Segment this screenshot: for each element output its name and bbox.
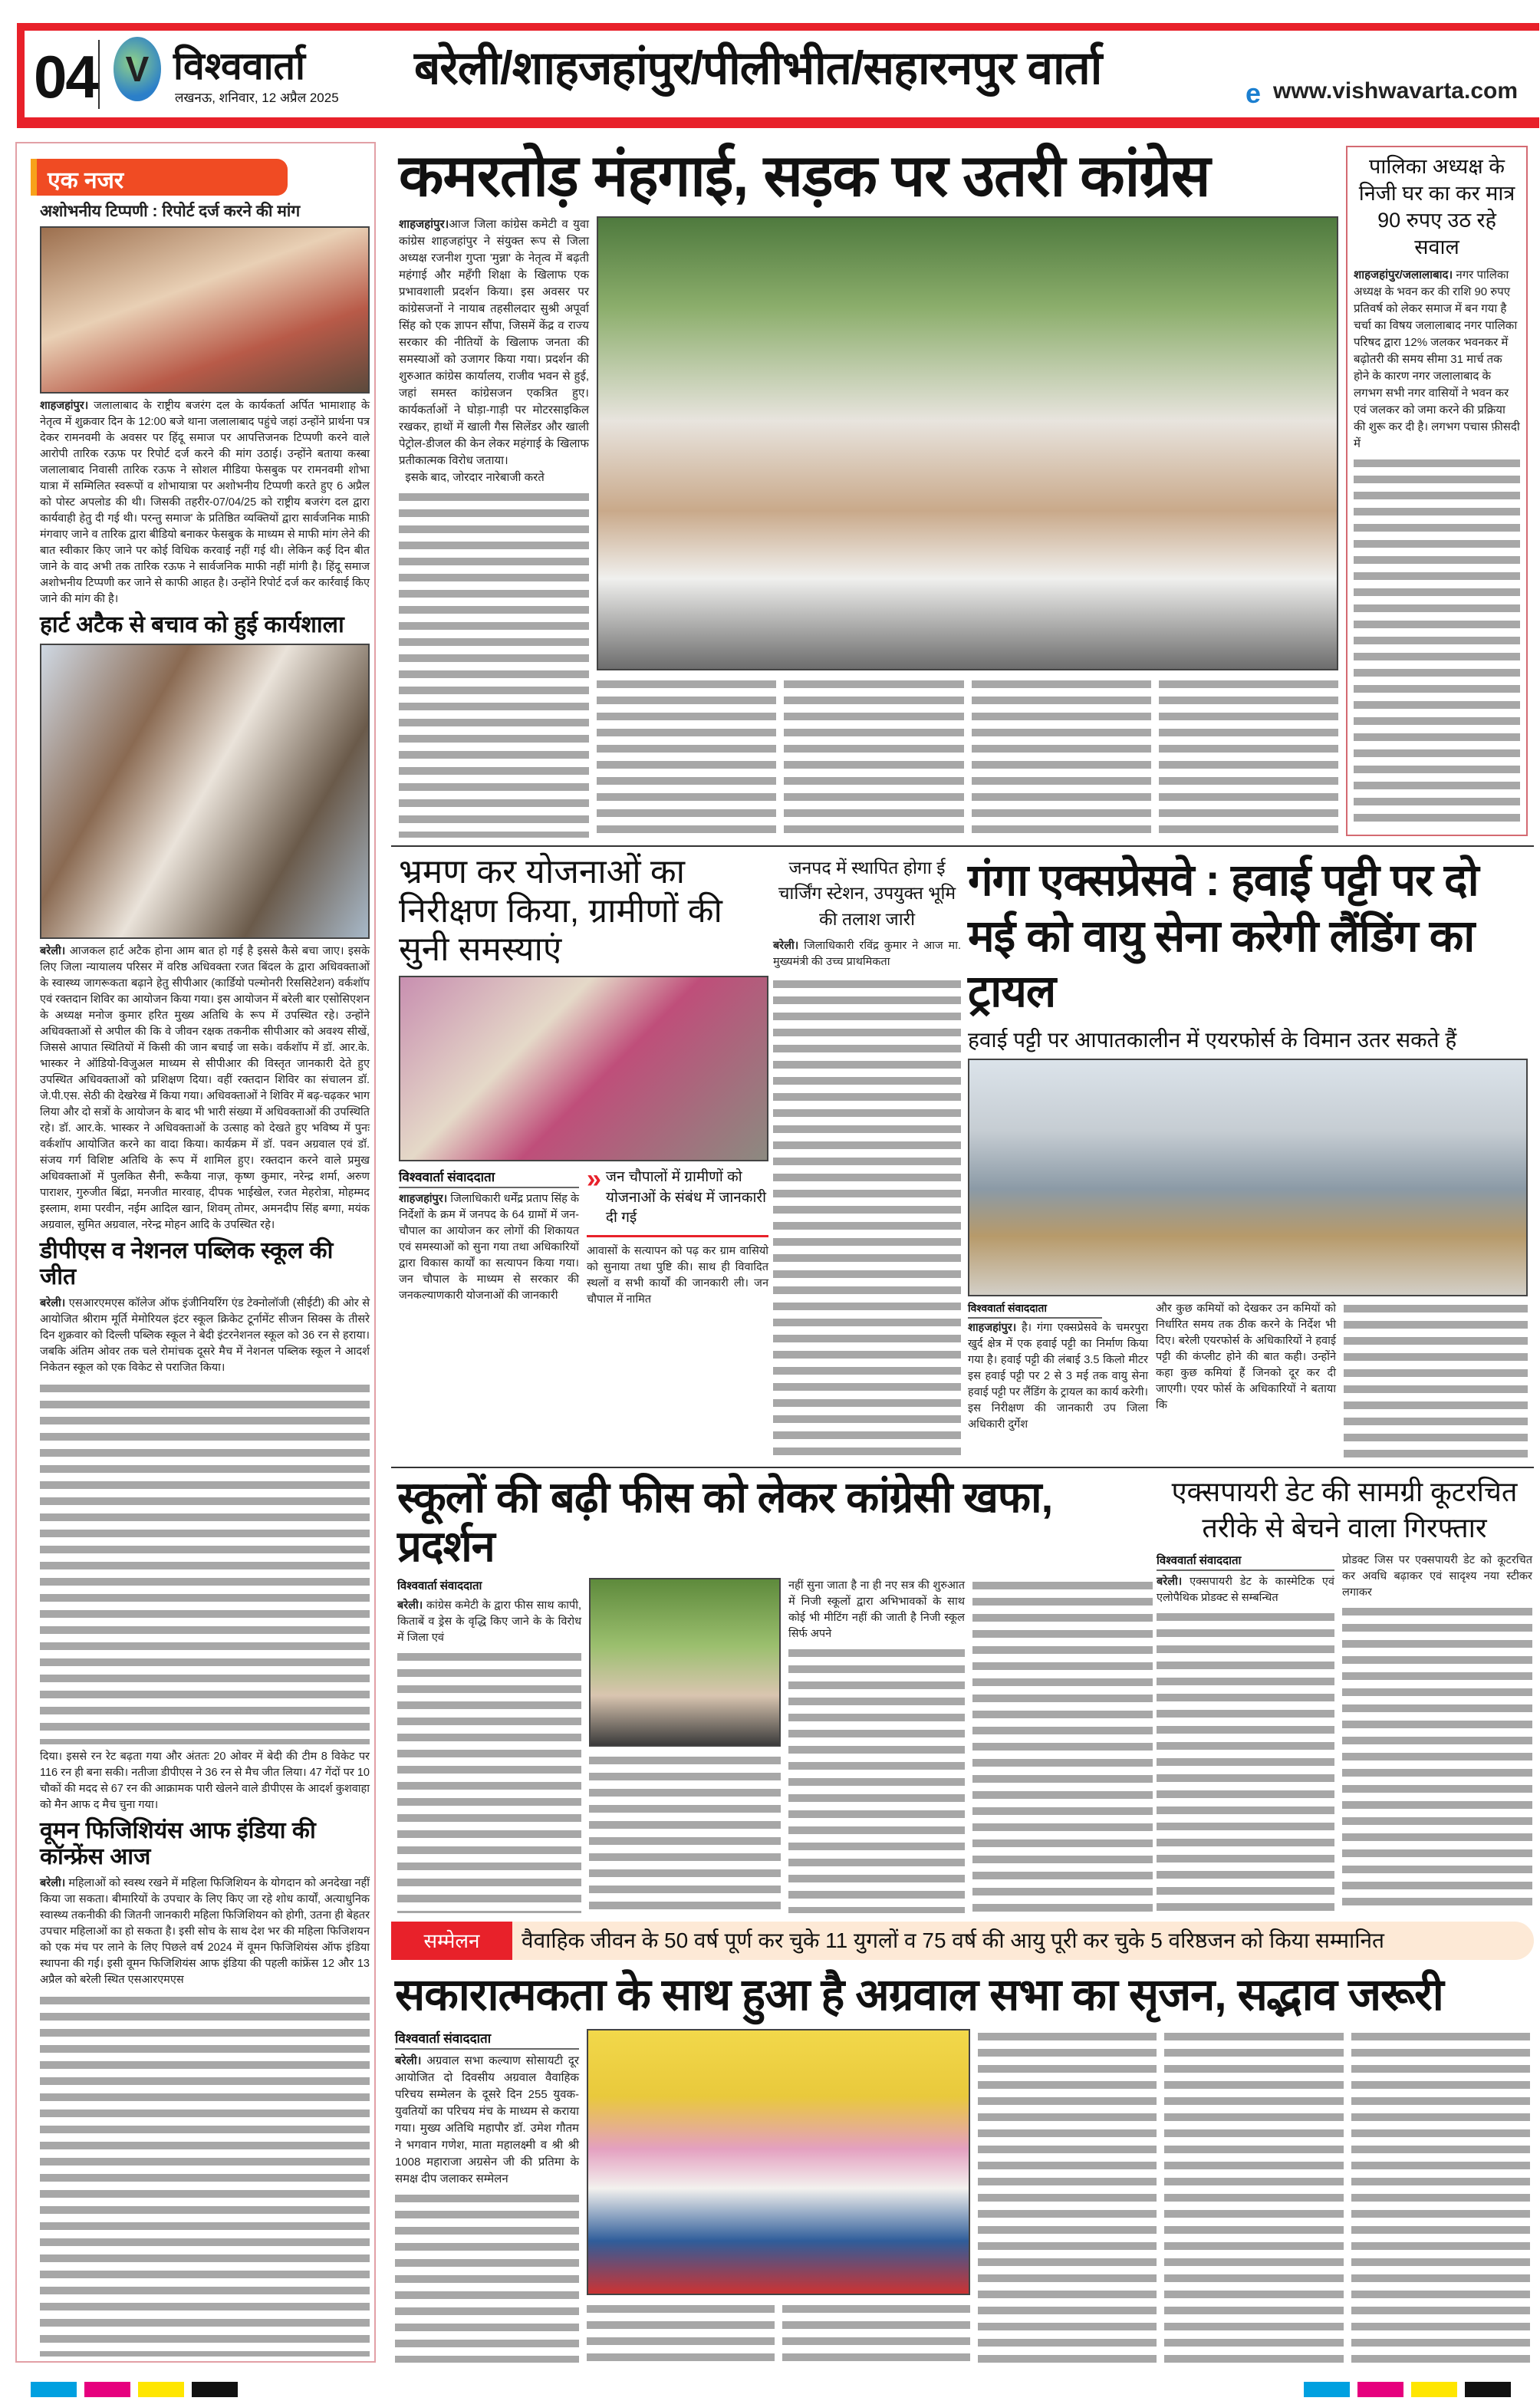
masthead-rule	[17, 117, 1539, 128]
chaupal-body: शाहजहांपुर। जिलाधिकारी धर्मेंद्र प्रताप सिंह के निर्देशों के क्रम में जनपद के 64 ग्रामों में जन-चौपाल का आयोजन कर लोगों की शिकायत एवं समस्याओं को सुना गया तथा अधिकारियों द्वारा विकास कार्यों का सत्यापन किया गया। जन चौपाल के माध्यम से सरकार की जनकल्याणकारी योजनाओं की जानकारी	[399, 1193, 580, 1302]
text-column	[589, 1753, 781, 1913]
sidebar-headline[interactable]: पालिका अध्यक्ष के निजी घर का कर मात्र 90 रुपए उठ रहे सवाल	[1358, 155, 1515, 259]
text-column	[40, 1381, 370, 1744]
text-column	[399, 489, 589, 838]
text-column	[1159, 677, 1338, 838]
text-column	[1354, 456, 1520, 828]
print-registration-mark	[138, 2382, 184, 2397]
news-photo	[40, 644, 370, 939]
brand-name: विश्ववार्ता	[173, 44, 305, 87]
story-body: बरेली। आजकल हार्ट अटैक होना आम बात हो गई है इससे कैसे बचा जाए। इसके लिए जिला न्यायालय परिसर में वरिष्ठ अधिवक्ता रजत बिंदल के द्वारा अधिवक्ताओं के स्वास्थ्य जागरूकता बढ़ाने हेतु सीपीआर (कार्डियो पल्मोनरी रिससिटेशन) वर्कशॉप एवं रक्तदान शिविर का आयोजन किया गया। इस आयोजन में बरेली बार एसोसिएशन के अध्यक्ष मनोज कुमार हरित मुख्य अतिथि के रूप में उपस्थित रहे। उन्होंने अधिवक्ताओं से अपील की कि वे जीवन रक्षक तकनीक सीपीआर को अवश्य सीखें, जिससे आपात स्थितियों में किसी की जान बचाई जा सके। वर्कशॉप में डॉ. आर.के. भास्कर ने ऑडियो-विजुअल माध्यम से सीपीआर की विस्तृत जानकारी देते हुए उपस्थित अधिवक्ताओं को प्रशिक्षण दिया। वहीं रक्तदान शिविर का संचालन डॉ. जे.पी.एस. सेठी की देखरेख में किया गया। अधिवक्ताओं ने शिविर में बढ़-चढ़कर भाग लिया और दो सत्रों के आयोजन के बाद भी भारी संख्या में अधिवक्ताओं की उपस्थिति रहे। डॉ. आर.के. भास्कर ने अधिवक्ताओं के उत्साह को देखते हुए भविष्य में पुनः वर्कशॉप आयोजित करने का वादा किया। कार्यक्रम में डॉ. पवन अग्रवाल एवं डॉ. संजय गर्ग विशिष्ट अतिथि के रूप में शामिल हुए। रक्तदान करने वाले प्रमुख अधिवक्ताओं में पुलकित सैनी, रूकैया नाज़, कृष्ण कुमार, नरेन्द्र शर्मा, अरुण पाराशर, गुरुजीत बिंद्रा, मनजीत मारवाह, दीपक भाईखेल, रजत मेहरोत्रा, मोहम्मद इस्लाम, शमा परवीन, नईम आदिल खान, शिवम् तोमर, अमनदीप सिंह बग्गा, मयंक अग्रवाल, सुमित अग्रवाल, नरेन्द्र मोहन आदि के उपस्थित रहे।	[40, 944, 370, 1231]
lead-headline[interactable]: कमरतोड़ मंहगाई, सड़क पर उतरी कांग्रेस	[399, 143, 1210, 209]
callout-text: जन चौपालों में ग्रामीणों को योजनाओं के संबंध में जानकारी दी गई	[605, 1169, 767, 1227]
kicker-text: वैवाहिक जीवन के 50 वर्ष पूर्ण कर चुके 11 युगलों व 75 वर्ष की आयु पूरी कर चुके 5 वरिष्ठजन को किया सम्मानित	[522, 1928, 1385, 1952]
text-column	[788, 1645, 965, 1913]
text-column	[40, 1993, 370, 2357]
callout-arrow-icon: »	[587, 1164, 601, 1194]
brand-logo-icon: V	[114, 37, 161, 101]
text-column	[1157, 1609, 1334, 1913]
text-column	[587, 2301, 775, 2363]
left-column-flow	[40, 159, 370, 2357]
story-title[interactable]: वूमन फिजिशियंस आफ इंडिया की कॉन्फ्रेंस आज	[40, 1817, 316, 1870]
section-tag: एक नजर	[31, 159, 288, 196]
divider	[391, 1467, 1534, 1468]
sidebar-box	[1346, 146, 1528, 836]
chaupal-story	[399, 853, 768, 1459]
byline: विश्ववार्ता संवाददाता	[397, 1579, 482, 1592]
agrawal-body: बरेली। अग्रवाल सभा कल्याण सोसायटी दूर आयोजित दो दिवसीय अग्रवाल वैवाहिक परिचय सम्मेलन के दूसरे दिन 255 युवक-युवतियों का परिचय मंच के माध्यम से कराया गया। मुख्य अतिथि महापौर डॉ. उमेश गौतम ने भगवान गणेश, माता महालक्ष्मी व श्री श्री 1008 महाराजा अग्रसेन जी की प्रतिमा के समक्ष दीप जलाकर सम्मेलन	[395, 2054, 580, 2185]
website-link[interactable]: www.vishwavarta.com	[1273, 78, 1519, 104]
text-column	[597, 677, 776, 838]
agrawal-headline[interactable]: सकारात्मकता के साथ हुआ है अग्रवाल सभा का सृजन, सद्भाव जरूरी	[395, 1970, 1443, 2020]
byline: विश्ववार्ता संवाददाता	[399, 1168, 579, 1188]
text-column	[972, 1578, 1153, 1913]
text-column	[782, 2301, 970, 2363]
lead-body: शाहजहांपुर।आज जिला कांग्रेस कमेटी व युवा कांग्रेस शाहजहांपुर ने संयुक्त रूप से जिला अध्यक्ष रजनीश गुप्ता 'मुन्ना' के नेतृत्व में बढ़ती महंगाई और महँगी शिक्षा के खिलाफ एक प्रभावशाली प्रदर्शन किया। इस अवसर पर कांग्रेसजनों ने नायाब तहसीलदार सुश्री अपूर्वा सिंह को एक ज्ञापन सौंपा, जिसमें केंद्र व राज्य सरकार की नीतियों के खिलाफ जनता की समस्याओं को उजागर किया गया। प्रदर्शन की शुरुआत कांग्रेस कार्यालय, राजीव भवन से हुई, जहां समस्त कांग्रेसजन एकत्रित हुए। कार्यकर्ताओं ने घोड़ा-गाड़ी पर मोटरसाइकिल रखकर, हाथों में खाली गैस सिलेंडर और खाली पेट्रोल-डीजल की केन लेकर महंगाई के खिलाफ प्रतीकात्मक विरोध जताया। इसके बाद, जोरदार नारेबाजी करते	[399, 217, 589, 484]
divider	[98, 40, 100, 109]
lead-story	[399, 144, 1338, 838]
text-column	[397, 1649, 581, 1913]
story-body: शाहजहांपुर। जलालाबाद के राष्ट्रीय बजरंग दल के कार्यकर्ता अर्पित भामाशाह के नेतृत्व में शुक्रवार दिन के 12:00 बजे थाना जलालाबाद पहुंचे जहां उन्होंने प्रार्थना पत्र देकर रामनवमी के अवसर पर हिंदू समाज पर आपत्तिजनक टिप्पणी करने वाले आरोपी तारिक रऊफ पर रिपोर्ट दर्ज करने की मांग उठाई। उन्होंने बताया कस्बा जलालाबाद निवासी तारिक रऊफ ने सोशल मीडिया फेसबुक पर रामनवमी शोभा यात्रा में सम्मिलित स्वरूपों व शोभायात्रा पर अशोभनीय टिप्पणी करते हुए 6 अप्रैल को पोस्ट अपलोड की थी। जिसकी तहरीर-07/04/25 को राष्ट्रीय बजरंग दल द्वारा कार्यवाही हेतु दी गई थी। परन्तु समाज' के प्रतिष्ठित व्यक्तियों द्वारा सार्वजनिक माफ़ी मंगवाए जाने व तारिक द्वारा बीडियो बनाकर फेसबुक के माध्यम से माफी मांग लेने की बात स्वीकार किए जाने पर कोई विधिक करवाई नहीं गई थी। लेकिन कई दिन बीत जाने के वाद अभी तक तारिक रऊफ ने सार्वजनिक माफी नहीं मांगी है। हिंदू समाज अशोभनीय टिप्पणी कर जाने से काफी आहत है। उन्होंने रिपोर्ट दर्ज कर कार्रवाई किए जाने की मांग की है।	[40, 400, 370, 605]
ganga-story	[968, 853, 1535, 1459]
ganga-subhead: हवाई पट्टी पर आपातकालीन में एयरफोर्स के विमान उतर सकते हैं	[968, 1027, 1457, 1052]
story-body: दिया। इससे रन रेट बढ़ता गया और अंततः 20 ओवर में बेदी की टीम 8 विकेट पर 116 रन ही बना सकी। नतीजा डीपीएस ने 36 रन से मैच जीत लिया। 47 गेंदों पर 10 चौकों की मदद से 67 रन की आक्रामक पारी खेलने वाले डीपीएस के आदर्श कुशवाहा को मैन आफ द मैच चुना गया।	[40, 1750, 370, 1811]
byline: विश्ववार्ता संवाददाता	[395, 2029, 579, 2050]
print-registration-mark	[1465, 2382, 1511, 2397]
ev-headline[interactable]: जनपद में स्थापित होगा ई चार्जिंग स्टेशन, उपयुक्त भूमि की तलाश जारी	[778, 858, 956, 929]
expiry-story	[1157, 1474, 1532, 1913]
news-photo	[40, 226, 370, 394]
chaupal-body: आवासों के सत्यापन को पढ़ कर ग्राम वासियो को सुनाया तथा पुष्टि की। साथ ही विवादित स्थलों व सभी कार्यों की जानकारी ली। जन चौपाल में नामित	[587, 1244, 768, 1306]
chaupal-headline[interactable]: भ्रमण कर योजनाओं का निरीक्षण किया, ग्रामीणों की सुनी समस्याएं	[399, 853, 722, 969]
ganga-body: शाहजहांपुर। है। गंगा एक्सप्रेसवे के चमरपुरा खुर्द क्षेत्र में एक हवाई पट्टी का निर्माण किया गया है। हवाई पट्टी की लंबाई 3.5 किलो मीटर इस हवाई पट्टी पर 2 से 3 मई तक वायु सेना हवाई पट्टी पर लैंडिंग के ट्रायल का कार्य करेगी। इस निरीक्षण की जानकारी उप जिला अधिकारी दुर्गेश	[968, 1322, 1148, 1431]
fees-photo	[589, 1578, 781, 1747]
browser-icon: e	[1245, 77, 1262, 109]
byline: विश्ववार्ता संवाददाता	[968, 1301, 1102, 1319]
print-registration-mark	[1411, 2382, 1457, 2397]
byline: विश्ववार्ता संवाददाता	[1157, 1553, 1334, 1571]
text-column	[972, 677, 1151, 838]
expiry-body: प्रोडक्ट जिस पर एक्सपायरी डेट को कूटरचित कर अवधि बढ़ाकर एवं सादृश्य नया स्टीकर लगाकर	[1342, 1553, 1532, 1599]
expiry-body: बरेली। एक्सपायरी डेट के कास्मेटिक एवं एलोपैथिक प्रोडक्ट से सम्बन्धित	[1157, 1575, 1334, 1604]
fees-headline[interactable]: स्कूलों की बढ़ी फीस को लेकर कांग्रेसी खफा, प्रदर्शन	[397, 1473, 1053, 1571]
fees-body: नहीं सुना जाता है ना ही नए सत्र की शुरुआत में निजी स्कूलों द्वारा अभिभावकों के साथ कोई भी मीटिंग नहीं की जाती है निजी स्कूल सिर्फ अपने	[788, 1579, 965, 1640]
print-registration-mark	[31, 2382, 77, 2397]
print-registration-mark	[1304, 2382, 1350, 2397]
expiry-headline[interactable]: एक्सपायरी डेट की सामग्री कूटरचित तरीके से बेचने वाला गिरफ्तार	[1171, 1476, 1518, 1543]
print-registration-mark	[84, 2382, 130, 2397]
ganga-headline[interactable]: गंगा एक्सप्रेसवे : हवाई पट्टी पर दो मई को वायु सेना करेगी लैंडिंग का ट्रायल	[968, 855, 1479, 1016]
text-column	[1351, 2029, 1530, 2363]
ev-body: बरेली। जिलाधिकारी रविंद्र कुमार ने आज मा. मुख्यमंत्री की उच्च प्राथमिकता	[773, 940, 961, 969]
text-column	[1164, 2029, 1343, 2363]
dateline: लखनऊ, शनिवार, 12 अप्रैल 2025	[175, 91, 339, 105]
divider	[391, 845, 1534, 847]
chaupal-photo	[399, 976, 768, 1161]
story-title[interactable]: हार्ट अटैक से बचाव को हुई कार्यशाला	[40, 612, 344, 637]
ganga-body: और कुछ कमियों को देखकर उन कमियों को निर्धारित समय तक ठीक करने के निर्देश भी दिए। बरेली एयरफोर्स के अधिकारियों ने हवाई पट्टी की कंप्लीट होने की बात कही। उन्होंने कहा कुछ कमियां हैं जिनको दूर कर दी जाएगी। एयर फोर्स के अधिकारियों ने बताया कि	[1156, 1303, 1336, 1411]
text-column	[1344, 1301, 1528, 1459]
agrawal-story	[395, 1970, 1530, 2363]
page-number: 04	[34, 43, 97, 110]
text-column	[784, 677, 963, 838]
airstrip-photo	[968, 1059, 1528, 1297]
print-registration-mark	[1357, 2382, 1403, 2397]
text-column	[395, 2191, 579, 2363]
ceremony-photo	[587, 2029, 970, 2295]
divider	[587, 1235, 768, 1237]
text-column	[773, 977, 961, 1459]
ev-story	[773, 855, 961, 1459]
fees-body: बरेली। कांग्रेस कमेटी के द्वारा फीस साथ कापी, किताबें व ड्रेस के वृद्धि किए जाने के के विरोध में जिला एवं	[397, 1599, 581, 1644]
story-title[interactable]: अशोभनीय टिप्पणी : रिपोर्ट दर्ज करने की मांग	[40, 203, 301, 220]
protest-photo	[597, 216, 1338, 670]
edition-title: बरेली/शाहजहांपुर/पीलीभीत/सहारनपुर वार्ता	[414, 42, 1102, 94]
story-body: बरेली। महिलाओं को स्वस्थ रखने में महिला फिजिशियन के योगदान को अनदेखा नहीं किया जा सकता। बीमारियों के उपचार के लिए किए जा रहे शोध कार्यों, अत्याधुनिक स्वास्थ्य तकनीकी की जितनी जानकारी महिला फिजिशियन को होगी, उतना ही बेहतर उपचार महिलाओं का हो सकता है। इसी सोच के साथ देश भर की महिला फिजिशयन को एक मंच पर लाने के लिए पिछले वर्ष 2024 में वूमन फिजिशियंस ऑफ इंडिया स्थापना की गई। इसी वूमन फिजिशियंस आफ इंडिया की पहली कांफ्रेंस 12 और 13 अप्रैल को बरेली स्थित एसआरएमएस	[40, 1876, 370, 1986]
kicker-tag: सम्मेलन	[391, 1922, 512, 1960]
story-title[interactable]: डीपीएस व नेशनल पब्लिक स्कूल की जीत	[40, 1237, 334, 1289]
story-body: बरेली। एसआरएमएस कॉलेज ऑफ इंजीनियरिंग एंड टेक्नोलॉजी (सीईटी) की ओर से आयोजित श्रीराम मूर्ति मेमोरियल इंटर स्कूल क्रिकेट टूर्नामेंट सीजन सिक्स के तीसरे दिन शुक्रवार को दिल्ली पब्लिक स्कूल ने बेदी इंटरनेशनल स्कूल को 36 रन से हराया। जबकि अंतिम ओवर तक चले रोमांचक दूसरे मैच में नेशनल पब्लिक स्कूल ने आदर्श निकेतन स्कूल को एक विकेट से पराजित किया।	[40, 1296, 370, 1374]
fees-story	[397, 1473, 1153, 1913]
text-column	[978, 2029, 1157, 2363]
print-registration-mark	[192, 2382, 238, 2397]
text-column	[1342, 1604, 1532, 1913]
sidebar-body: शाहजहांपुर/जलालाबाद। नगर पालिका अध्यक्ष के भवन कर की राशि 90 रुपए प्रतिवर्ष को लेकर समाज में बन गया है चर्चा का विषय जलालाबाद नगर पालिका परिषद द्वारा 12% जलकर भवनकर में बढ़ोतरी की समय सीमा 31 मार्च तक होने के कारण नगर जलालाबाद के लगभग सभी नगर वासियों ने भवन कर एवं जलकर को जमा करने की प्रक्रिया की शुरू कर दी है। लगभग पचास फ़ीसदी में	[1354, 268, 1520, 451]
